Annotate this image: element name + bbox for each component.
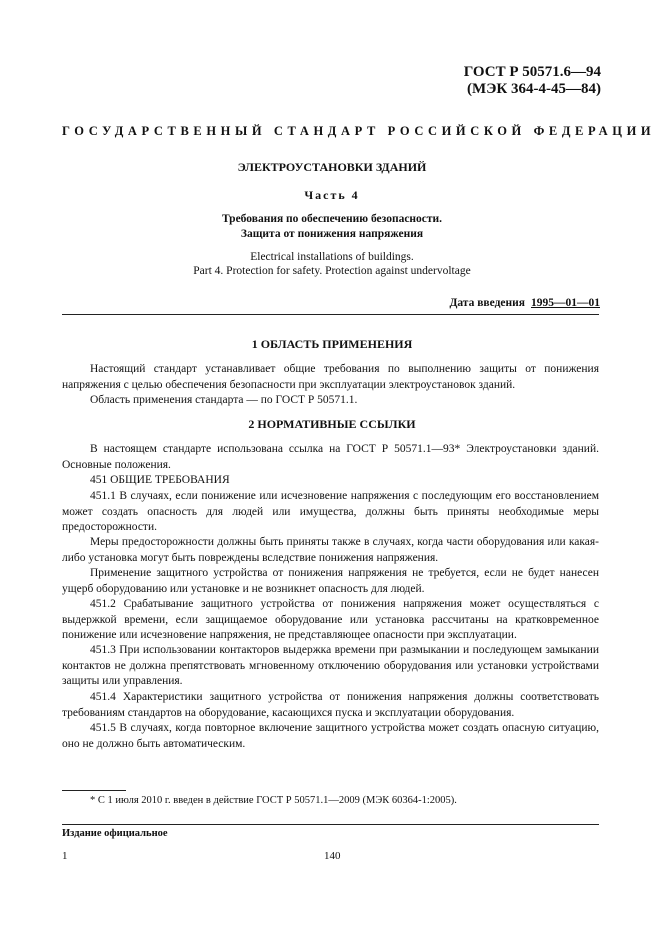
section-1-paragraph-1: Настоящий стандарт устанавливает общие требования по выполнению защиты от понижения напряжения с целью обеспечения безопасности при эксплуатации электроустановок зданий. [62,363,599,391]
document-title: ЭЛЕКТРОУСТАНОВКИ ЗДАНИЙ [237,160,427,174]
clause-451-1-paragraph-2: Меры предосторожности должны быть приняты также в случаях, когда части оборудования или какая-либо установка могут быть повреждены вследствие понижения напряжения. [62,536,599,564]
section-2-heading: 2 НОРМАТИВНЫЕ ССЫЛКИ [248,417,416,431]
document-part: Часть 4 [304,188,360,202]
subtitle-line-1: Требования по обеспечению безопасности. [221,213,443,225]
footnote: * С 1 июля 2010 г. введен в действие ГОСТ Р 50571.1—2009 (МЭК 60364-1:2005). [90,795,457,806]
english-title-line-2: Part 4. Protection for safety. Protection against undervoltage [193,265,471,277]
footer-divider [62,824,599,825]
section-1-heading: 1 ОБЛАСТЬ ПРИМЕНЕНИЯ [251,337,413,351]
state-standard-banner: ГОСУДАРСТВЕННЫЙ СТАНДАРТ РОССИЙСКОЙ ФЕДЕРАЦИИ [62,124,656,138]
date-label: Дата введения [449,297,525,309]
clause-451-1: 451.1 В случаях, если понижение или исчезновение напряжения с последующим его восстановлением может создать опасность для людей или имущества, должны быть приняты необходимые меры предосторожности. [62,490,599,533]
clause-451-4: 451.4 Характеристики защитного устройства от понижения напряжения должны соответствовать требованиям стандартов на оборудование, касающихся пуска и эксплуатации оборудования. [62,691,599,719]
clause-451-3: 451.3 При использовании контакторов выдержка времени при размыкании и последующем замыкании контактов не должна препятствовать мгновенному отключению оборудования или установки устройствами защиты или управления. [62,644,599,687]
page-number: 140 [324,850,341,862]
standard-code: ГОСТ Р 50571.6—94 [463,64,601,80]
clause-451-1-paragraph-3: Применение защитного устройства от понижения напряжения не требуется, если не будет нанесен ущерб оборудованию или установке и не возникнет опасность для людей. [62,567,599,595]
footer-left-number: 1 [62,850,68,862]
iec-code: (МЭК 364-4-45—84) [467,81,601,97]
english-title-line-1: Electrical installations of buildings. [250,251,414,263]
clause-451-2: 451.2 Срабатывание защитного устройства от понижения напряжения может осуществляться с выдержкой времени, если защищаемое оборудование или установка рассчитаны на кратковременное понижение или исчезновение напряжения, не представляющее опасности при эксплуатации. [62,598,599,641]
section-1-paragraph-2: Область применения стандарта — по ГОСТ Р 50571.1. [90,394,358,406]
section-2-paragraph-1: В настоящем стандарте использована ссылка на ГОСТ Р 50571.1—93* Электроустановки зданий. Основные положения. [62,443,599,471]
date-value: 1995—01—01 [531,297,600,309]
footnote-divider [62,790,126,791]
clause-451-5: 451.5 В случаях, когда повторное включение защитного устройства может создать опасную ситуацию, оно не должно быть автоматическим. [62,722,599,750]
introduction-date [449,297,600,309]
edition-label: Издание официальное [62,828,168,839]
header-divider [62,314,599,315]
general-requirements-heading: 451 ОБЩИЕ ТРЕБОВАНИЯ [90,474,230,486]
subtitle-line-2: Защита от понижения напряжения [240,228,424,240]
